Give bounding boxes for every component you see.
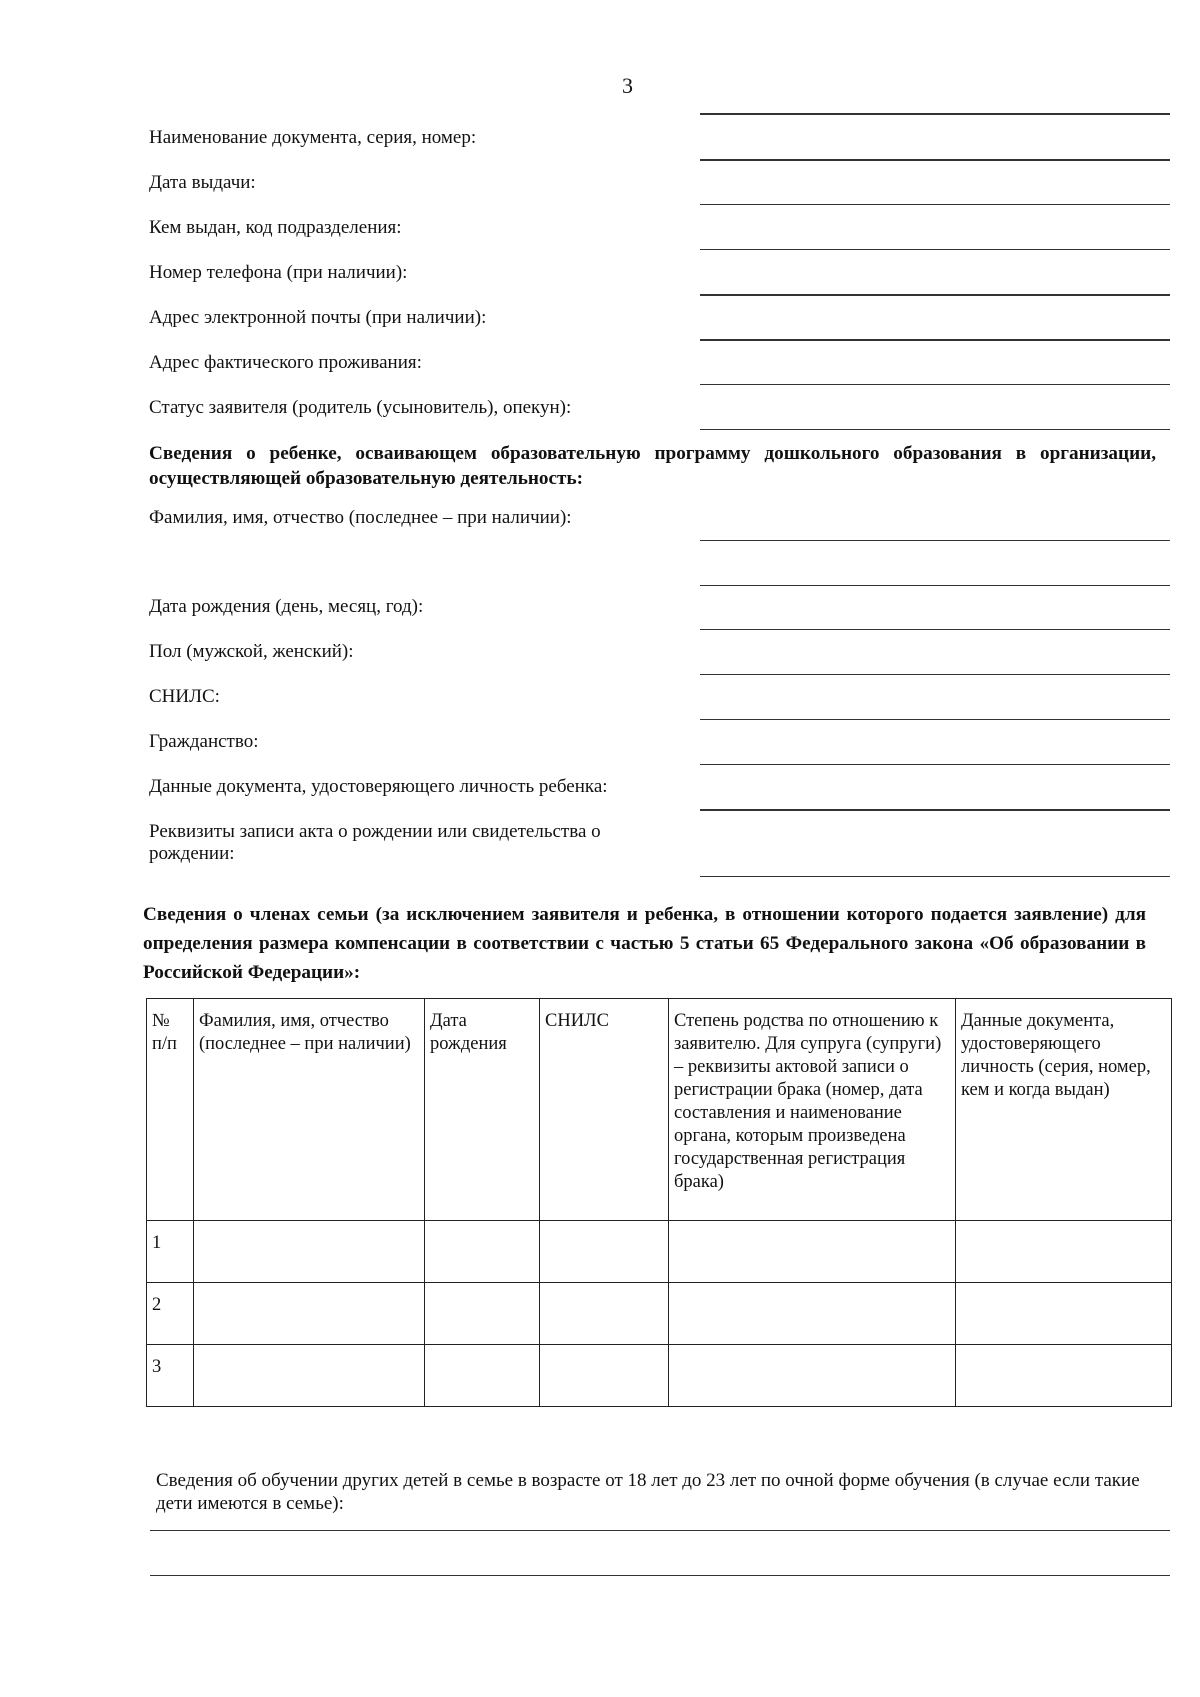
other-children-label: Сведения об обучении других детей в семье в возрасте от 18 лет до 23 лет по очной форме обучения (в случае если такие дети имеются в семье): [156, 1470, 1140, 1514]
snils-cell[interactable] [540, 1345, 669, 1407]
id-document-cell[interactable] [956, 1345, 1172, 1407]
email-line[interactable] [700, 339, 1170, 341]
full-name-cell[interactable] [194, 1345, 425, 1407]
issued-by-line[interactable] [700, 249, 1170, 250]
child-citizenship-line[interactable] [700, 764, 1170, 765]
document-name-label: Наименование документа, серия, номер: [149, 127, 477, 148]
phone-label: Номер телефона (при наличии): [149, 262, 408, 283]
column-header-birth-date: Дата рождения [425, 999, 540, 1221]
child-citizenship-label: Гражданство: [149, 731, 259, 752]
child-name-line-1[interactable] [700, 540, 1170, 541]
column-header-number: № п/п [147, 999, 194, 1221]
applicant-top-rule [700, 113, 1170, 115]
table-row [147, 1283, 1172, 1345]
full-name-cell[interactable] [194, 1283, 425, 1345]
issue-date-label: Дата выдачи: [149, 172, 256, 193]
snils-cell[interactable] [540, 1283, 669, 1345]
phone-line[interactable] [700, 294, 1170, 296]
table-row [147, 1221, 1172, 1283]
birth-record-label: Реквизиты записи акта о рождении или свидетельства о рождении: [149, 821, 601, 864]
child-section-heading: Сведения о ребенке, осваивающем образовательную программу дошкольного образования в организации, осуществляющей образовательную деятельность: [149, 443, 1156, 489]
address-label: Адрес фактического проживания: [149, 352, 422, 373]
relationship-cell[interactable] [669, 1283, 956, 1345]
child-sex-line[interactable] [700, 674, 1170, 675]
child-id-document-line[interactable] [700, 809, 1170, 811]
child-birthdate-label: Дата рождения (день, месяц, год): [149, 596, 424, 617]
child-name-line-2[interactable] [700, 585, 1170, 586]
table-row [147, 1345, 1172, 1407]
row-number: 2 [147, 1283, 194, 1345]
document-name-line[interactable] [700, 159, 1170, 161]
column-header-full-name: Фамилия, имя, отчество (последнее – при наличии) [194, 999, 425, 1221]
column-header-id-document: Данные документа, удостоверяющего личность (серия, номер, кем и когда выдан) [956, 999, 1172, 1221]
relationship-cell[interactable] [669, 1221, 956, 1283]
row-number: 1 [147, 1221, 194, 1283]
family-members-table [146, 998, 1172, 1407]
address-line[interactable] [700, 384, 1170, 385]
full-name-cell[interactable] [194, 1221, 425, 1283]
email-label: Адрес электронной почты (при наличии): [149, 307, 487, 328]
table-header-row [147, 999, 1172, 1221]
child-birthdate-line[interactable] [700, 629, 1170, 630]
family-section-heading: Сведения о членах семьи (за исключением заявителя и ребенка, в отношении которого подается заявление) для определения размера компенсации в соответствии с частью 5 статьи 65 Федерального закона «Об образовании в Российской Федерации»: [143, 904, 1146, 983]
other-children-line-2[interactable] [150, 1575, 1170, 1576]
column-header-snils: СНИЛС [540, 999, 669, 1221]
birth-date-cell[interactable] [425, 1221, 540, 1283]
child-sex-label: Пол (мужской, женский): [149, 641, 354, 662]
column-header-relationship: Степень родства по отношению к заявителю. Для супруга (супруги) – реквизиты актовой записи о регистрации брака (номер, дата составления и наименование органа, которым произведена государственная регистрация брака) [669, 999, 956, 1221]
child-name-label: Фамилия, имя, отчество (последнее – при наличии): [149, 507, 572, 528]
birth-date-cell[interactable] [425, 1345, 540, 1407]
page-number: 3 [622, 73, 633, 98]
other-children-line-1[interactable] [150, 1530, 1170, 1531]
id-document-cell[interactable] [956, 1283, 1172, 1345]
issued-by-label: Кем выдан, код подразделения: [149, 217, 402, 238]
applicant-status-label: Статус заявителя (родитель (усыновитель), опекун): [149, 397, 572, 418]
id-document-cell[interactable] [956, 1221, 1172, 1283]
child-snils-line[interactable] [700, 719, 1170, 720]
child-snils-label: СНИЛС: [149, 686, 220, 707]
applicant-status-line[interactable] [700, 429, 1170, 430]
issue-date-line[interactable] [700, 204, 1170, 205]
relationship-cell[interactable] [669, 1345, 956, 1407]
birth-record-line[interactable] [700, 876, 1170, 877]
child-id-document-label: Данные документа, удостоверяющего личность ребенка: [149, 776, 608, 797]
snils-cell[interactable] [540, 1221, 669, 1283]
birth-date-cell[interactable] [425, 1283, 540, 1345]
row-number: 3 [147, 1345, 194, 1407]
